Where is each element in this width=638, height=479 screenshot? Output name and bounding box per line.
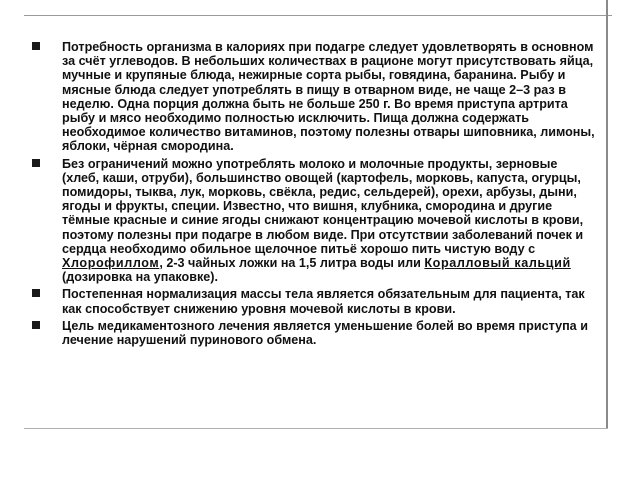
bullet-list — [30, 40, 596, 350]
square-bullet-icon — [32, 289, 40, 297]
bullet-text-part: , 2-3 чайных ложки на 1,5 литра воды или — [159, 256, 425, 271]
bullet-item-medication — [30, 319, 596, 347]
bullet-text: Потребность организма в калориях при подагре следует удовлетворять в основном за счёт углеводов. В небольших количествах в рационе могут присутствовать яйца, мучные и крупяные блюда, нежирные сорта рыбы, говядина, баранина. Рыбу и мясные блюда следует употреблять в пищу в отварном виде, не чаще 2–3 раз в неделю. Одна порция должна быть не больше 250 г. Во время приступа артрита рыбу и мясо необходимо полностью исключить. Пища должна содержать необходимое количество витаминов, поэтому полезны отвары шиповника, лимоны, яблоки, чёрная смородина. — [62, 40, 595, 154]
bullet-text-part: Без ограничений можно употреблять молоко и молочные продукты, зерновые (хлеб, каши, отруби), большинство овощей (картофель, морковь, капуста, огурцы, помидоры, тыква, лук, морковь, свёкла, редис, сельдерей), орехи, арбузы, дыни, ягоды и фрукты, специи. Известно, что вишня, клубника, смородина и другие тёмные красные и синие ягоды снижают концентрацию мочевой кислоты в крови, поэтому полезны при подагре в любом виде. При отсутствии заболеваний почек и сердца необходимо обильное щелочное питьё хорошо пить чистую воду с — [62, 156, 584, 256]
bullet-text: Постепенная нормализация массы тела является обязательным для пациента, так как способствует снижению уровня мочевой кислоты в крови. — [62, 287, 585, 316]
bullet-item-calories — [30, 40, 596, 154]
square-bullet-icon — [32, 159, 40, 167]
bullet-text-part: (дозировка на упаковке). — [62, 270, 218, 285]
coral-calcium-product-link[interactable]: Коралловый кальций — [424, 256, 571, 271]
chlorophyll-product-link[interactable]: Хлорофиллом — [62, 256, 160, 271]
bullet-item-allowed-foods — [30, 157, 596, 285]
square-bullet-icon — [32, 321, 40, 329]
square-bullet-icon — [32, 42, 40, 50]
bullet-text: Цель медикаментозного лечения является уменьшение болей во время приступа и лечение нарушений пуринового обмена. — [62, 318, 588, 348]
slide-frame-right-line — [606, 0, 608, 428]
slide-frame-bottom-line — [24, 428, 608, 429]
slide-frame-top-line — [24, 15, 612, 16]
bullet-item-weight — [30, 287, 596, 315]
